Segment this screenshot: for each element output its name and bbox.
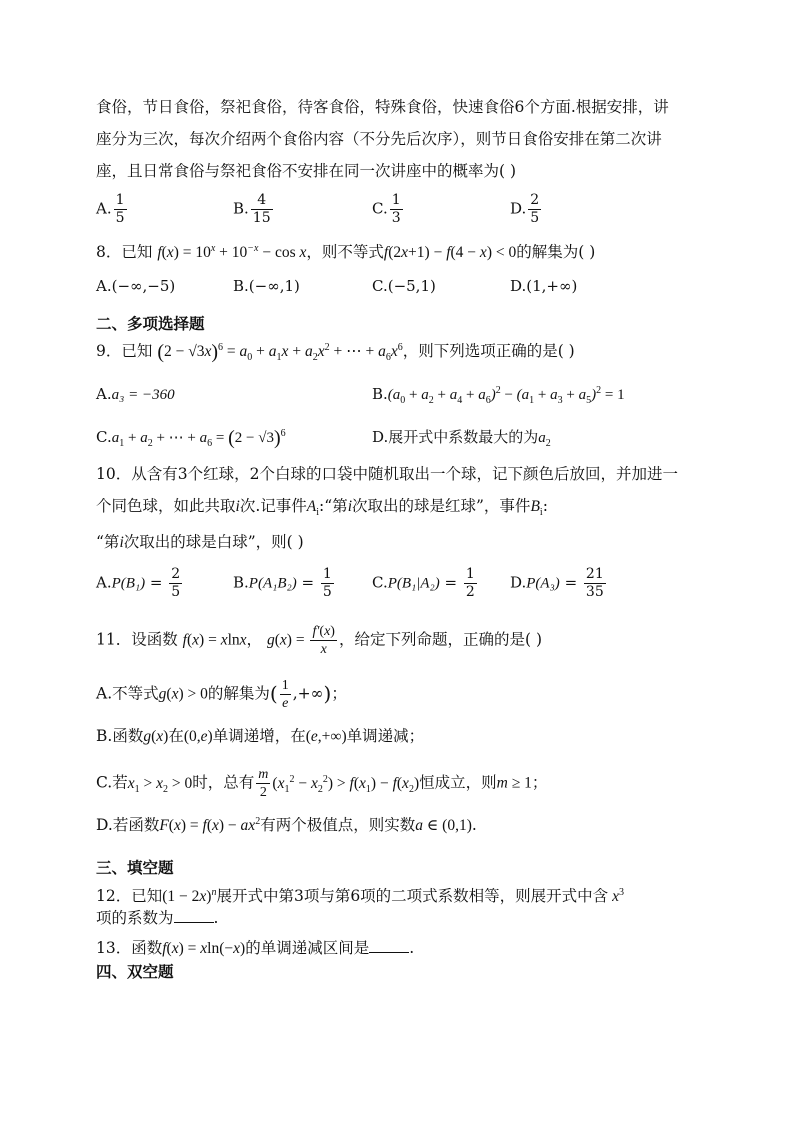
fraction: $\frac{1}{5}$	[322, 566, 332, 600]
fraction: $\frac{m}{2}$	[258, 767, 269, 800]
fraction: $\frac{4}{15}$	[252, 192, 271, 226]
q9-stem: 9．已知 $(2 - √3x)^6 = a_0 + a_1x + a_2x^2$ + ⋯ + $a_6x^6$，则下列选项正确的是( )	[96, 341, 575, 364]
answer-blank[interactable]	[174, 908, 214, 923]
q9-option-a[interactable]: A.a₃ = −360	[96, 385, 175, 403]
answer-blank[interactable]	[369, 938, 409, 953]
q11-option-a[interactable]: A.不等式g(x) > 0的解集为( $\frac{1}{e}$ ,+∞)；	[96, 678, 347, 711]
fraction: $\frac{21}{35}$	[585, 566, 604, 600]
q7-option-c[interactable]: C. $\frac{1}{3}$	[372, 192, 401, 226]
q7-option-d[interactable]: D. $\frac{2}{5}$	[510, 192, 540, 226]
fraction: $\frac{1}{5}$	[115, 192, 125, 226]
section-heading-multiple-choice: 二、多项选择题	[96, 315, 205, 333]
q10-line-3: “第i次取出的球是白球”，则( )	[96, 533, 304, 551]
q8-function-formula: $f(x) = 10^x + 10^{-x} - \cos x$	[157, 242, 307, 261]
q10-line-1: 10．从含有3个红球，2个白球的口袋中随机取出一个球，记下颜色后放回，并加进一	[96, 465, 678, 483]
section-heading-fill-blank: 三、填空题	[96, 859, 174, 877]
q8-option-d[interactable]: D.(1,+∞)	[510, 277, 578, 295]
q10-option-d[interactable]: D.P(A₃) = $\frac{21}{35}$	[510, 566, 604, 600]
fraction: $\frac{f'(x)}{x}$	[312, 624, 335, 657]
fraction: $\frac{2}{5}$	[171, 566, 181, 600]
q12-line-2: 项的系数为 .	[96, 909, 219, 927]
fraction: $\frac{2}{5}$	[530, 192, 540, 226]
fraction: $\frac{1}{3}$	[391, 192, 401, 226]
q10-option-c[interactable]: C.P(B₁|A₂) = $\frac{1}{2}$	[372, 566, 475, 600]
fraction: $\frac{1}{e}$	[281, 678, 289, 711]
q11-option-b[interactable]: B.函数g(x)在(0,e)单调递增，在(e,+∞)单调递减；	[96, 727, 425, 745]
q8-option-c[interactable]: C.(−5,1)	[372, 277, 436, 295]
fraction: $\frac{1}{2}$	[465, 566, 475, 600]
q9-option-c[interactable]: $C.a_1 + a_2$ + ⋯ + $a_6 = (2 - √3)^6$	[96, 427, 286, 449]
q7-option-a[interactable]: A. $\frac{1}{5}$	[96, 192, 125, 226]
q8-option-b[interactable]: B.(−∞,1)	[233, 277, 300, 295]
q11-stem: 11．设函数 f(x) = xlnx， g(x) = $\frac{f'(x)}{x}$ ，给定下列命题，正确的是( )	[96, 624, 542, 657]
q7-line-2: 座分为三次，每次介绍两个食俗内容（不分先后次序），则节日食俗安排在第二次讲	[96, 130, 662, 148]
q8-stem: 8．已知 $f(x) = 10^x + 10^{-x} - \cos x$，则不等式f(2x+1) − f(4 − x) < 0的解集为( )	[96, 242, 596, 261]
q9-option-d[interactable]: D.展开式中系数最大的为$a_2$	[372, 428, 551, 449]
q11-option-d[interactable]: D.若函数$F(x) = f(x) - ax^2$有两个极值点，则实数a ∈ (0,1).	[96, 815, 477, 834]
q11-option-c[interactable]: C.若$x_1 > x_2 > 0$时，总有 $\frac{m}{2}$ $(x_1^2 - x_2^2) > f(x_1) - f(x_2)$恒成立，则m ≥ 1；	[96, 767, 548, 800]
q13-stem: 13．函数f(x) = xln(−x)的单调递减区间是 .	[96, 939, 415, 957]
q8-inequality: f(2x+1) − f(4 − x) < 0	[383, 244, 517, 261]
q10-line-2: 个同色球，如此共取i次.记事件$A_i:“$第i次取出的球是红球”，事件$B_i$:	[96, 497, 548, 519]
q9-option-b[interactable]: $B.(a_0 + a_2 + a_4 + a_6)^2 - (a_1 + a_3 + a_5)^2 = 1$	[372, 385, 625, 406]
q12-line-1: 12．已知$(1 - 2x)^n$展开式中第3项与第6项的二项式系数相等，则展开式中含 $x^3$	[96, 886, 624, 905]
q10-option-a[interactable]: A.P(B₁) = $\frac{2}{5}$	[96, 566, 181, 600]
section-heading-double-blank: 四、双空题	[96, 963, 174, 981]
q9-expansion-formula: $(2 - √3x)^6 = a_0 + a_1x + a_2x^2$ + ⋯ + $a_6x^6$	[157, 341, 403, 364]
q7-line-1: 食俗，节日食俗，祭祀食俗，待客食俗，特殊食俗，快速食俗6个方面.根据安排，讲	[96, 98, 669, 116]
q10-option-b[interactable]: B.P(A₁B₂) = $\frac{1}{5}$	[233, 566, 332, 600]
q7-line-3: 座，且日常食俗与祭祀食俗不安排在同一次讲座中的概率为( )	[96, 162, 517, 180]
q8-option-a[interactable]: A.(−∞,−5)	[96, 277, 176, 295]
q7-option-b[interactable]: B. $\frac{4}{15}$	[233, 192, 271, 226]
